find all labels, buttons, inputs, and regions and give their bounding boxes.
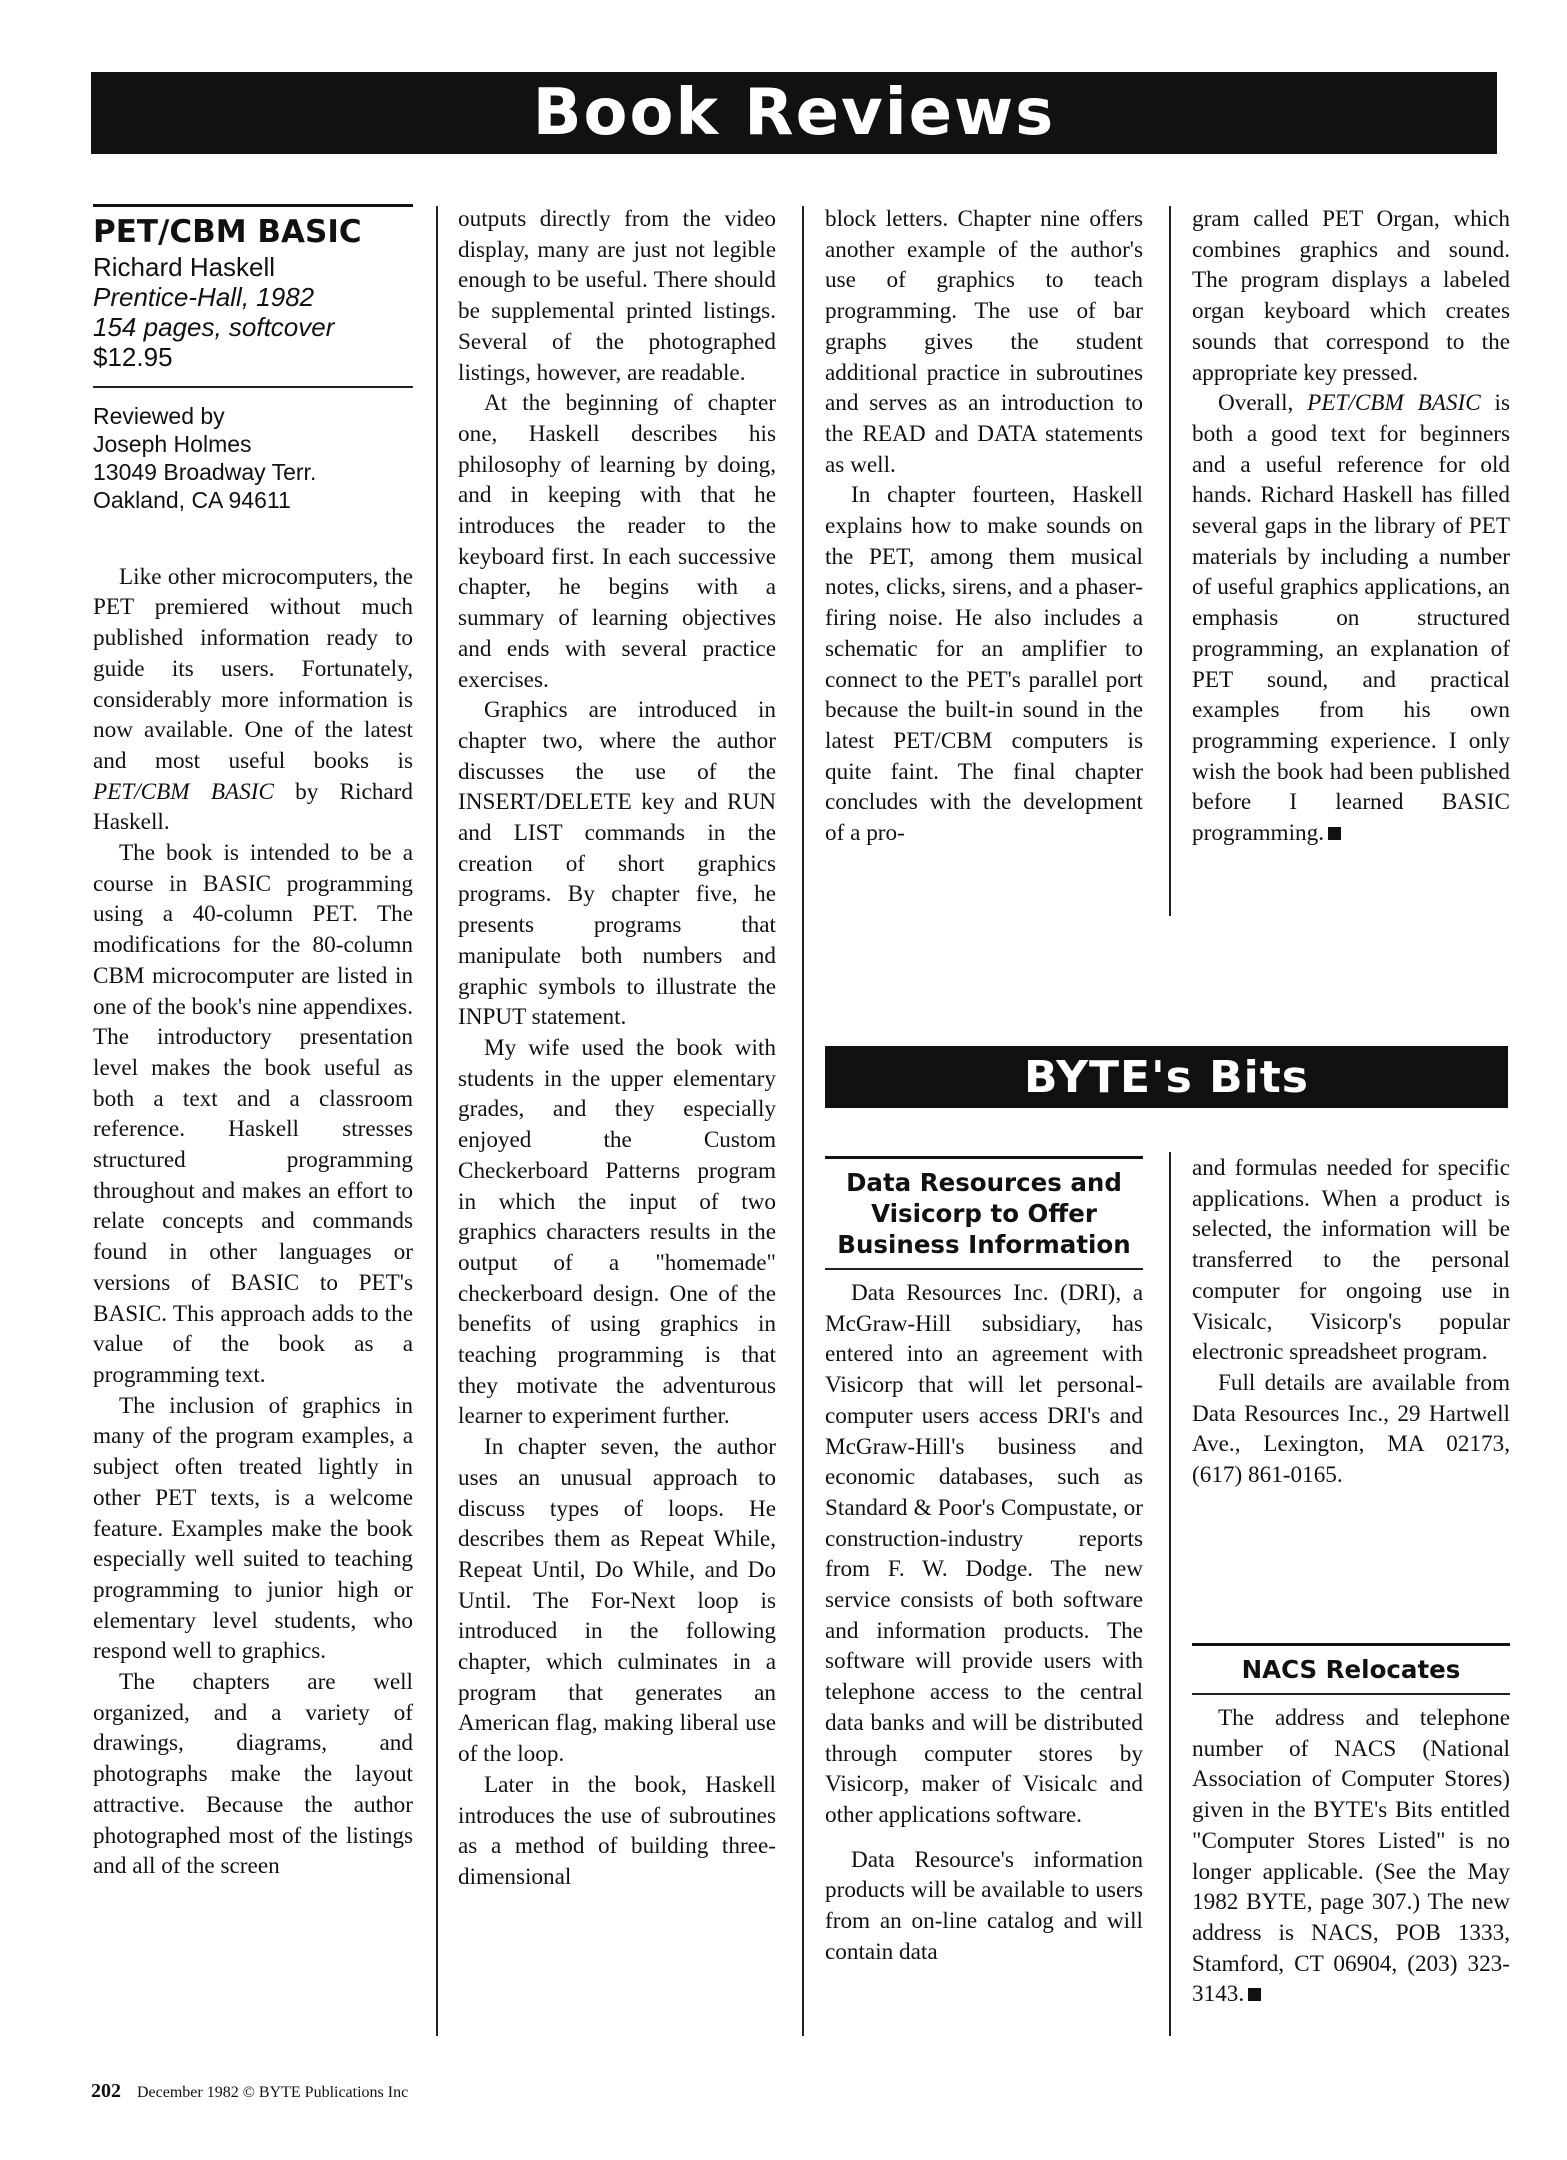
bits-paragraph: Full details are available from Data Resources Inc., 29 Hartwell Ave., Lexington, MA 02173, (617) 861-0165. xyxy=(1192,1369,1510,1489)
bits-paragraph: Data Resource's information products will be available to users from an on-line catalog and will contain data xyxy=(825,1846,1143,1965)
column-1 xyxy=(93,204,413,1882)
book-price: $12.95 xyxy=(93,341,173,372)
reviewer-city: Oakland, CA 94611 xyxy=(93,486,291,513)
column-divider xyxy=(436,206,438,2036)
rule xyxy=(1192,1693,1510,1695)
book-title: PET/CBM BASIC xyxy=(93,214,362,250)
review-paragraph: block letters. Chapter nine offers another example of the author's use of graphics to teach programming. The use of bar graphs gives the student additional practice in subroutines and serves as an introduction to the READ and DATA statements as well. xyxy=(825,206,1143,478)
book-publisher: Prentice-Hall, 1982 xyxy=(93,281,315,312)
book-author: Richard Haskell xyxy=(93,251,276,282)
bits-paragraph: The address and telephone number of NACS (National Association of Computer Stores) given in the BYTE's Bits entitled "Computer Stores Listed" is no longer applicable. (See the May 1982 BYTE, page 307.) The new address is NACS, POB 1333, Stamford, CT 06904, (203) 323-3143. xyxy=(1192,1705,1510,2008)
bits-item-nacs xyxy=(1192,1643,1510,2010)
review-paragraph: In chapter seven, the author uses an unusual approach to discuss types of loops. He describes them as Repeat While, Repeat Until, Do While, and Do Until. The For-Next loop is introduced in the following chapter, which culminates in a program that generates an American flag, making liberal use of the loop. xyxy=(458,1434,776,1768)
page-number: 202 xyxy=(91,2080,121,2102)
bits-banner xyxy=(825,1046,1508,1108)
review-paragraph: Later in the book, Haskell introduces the use of subroutines as a method of building three-dimensional xyxy=(458,1771,776,1890)
book-pages: 154 pages, softcover xyxy=(93,311,335,342)
bits-headline: Data Resources and Visicorp to Offer Business Information xyxy=(837,1168,1131,1259)
rule xyxy=(1192,1643,1510,1646)
column-divider xyxy=(802,206,804,2036)
column-3-top xyxy=(825,204,1143,849)
column-4-top xyxy=(1192,204,1510,849)
reviewer-street: 13049 Broadway Terr. xyxy=(93,458,317,485)
book-title-inline: PET/CBM BASIC xyxy=(1307,390,1481,417)
issue-line: December 1982 © BYTE Publications Inc xyxy=(137,2084,409,2101)
review-paragraph: Like other microcomputers, the PET premiered without much published information ready to guide its users. Fortunately, considerably more information is now available. One of the latest and most useful books is PET/CBM BASIC by Richard Haskell. xyxy=(93,563,413,836)
section-title: Book Reviews xyxy=(532,76,1056,150)
bits-paragraph: Data Resources Inc. (DRI), a McGraw-Hill subsidiary, has entered into an agreement with Visicorp that will let personal-computer users access DRI's and McGraw-Hill's business and economic databases, such as Standard & Poor's Compustate, or construction-industry reports from F. W. Dodge. The new service consists of both software and information products. The software will provide users with telephone access to the central data banks and will be distributed through computer stores by Visicorp, maker of Visicalc and other applications software. xyxy=(825,1280,1143,1828)
rule xyxy=(93,204,413,207)
bits-paragraph: and formulas needed for specific applications. When a product is selected, the information will be transferred to the personal computer for ongoing use in Visicalc, Visicorp's popular electronic spreadsheet program. xyxy=(1192,1155,1510,1366)
rule xyxy=(93,386,413,388)
bits-headline: NACS Relocates xyxy=(1241,1655,1461,1684)
review-paragraph: My wife used the book with students in the upper elementary grades, and they especially enjoyed the Custom Checkerboard Patterns program in which the input of two graphics characters results in the output of a "homemade" checkerboard design. One of the benefits of using graphics in teaching programming is that they motivate the adventurous learner to experiment further. xyxy=(458,1034,776,1430)
review-paragraph: The book is intended to be a course in BASIC programming using a 40-column PET. The modifications for the 80-column CBM microcomputer are listed in one of the book's nine appendixes. The introductory presentation level makes the book useful as both a text and a classroom reference. Haskell stresses structured programming throughout and makes an effort to relate concepts and commands found in other languages or versions of BASIC to PET's BASIC. This approach adds to the value of the book as a programming text. xyxy=(93,840,413,1388)
bits-item-data-resources xyxy=(825,1156,1143,1967)
review-paragraph: Overall, PET/CBM BASIC is both a good text for beginners and a useful reference for old hands. Richard Haskell has filled several gaps in the library of PET materials by including a number of useful graphics applications, an emphasis on structured programming, an explanation of PET sound, and practical examples from his own programming experience. I only wish the book had been published before I learned BASIC programming. xyxy=(1192,390,1510,847)
column-2 xyxy=(458,204,776,1893)
review-paragraph: outputs directly from the video display, many are just not legible enough to be useful. There should be supplemental printed listings. Several of the photographed listings, however, are readable. xyxy=(458,206,776,386)
review-paragraph: The inclusion of graphics in many of the program examples, a subject often treated lightly in other PET texts, is a welcome feature. Examples make the book especially well suited to teaching programming to junior high or elementary level students, who respond well to graphics. xyxy=(93,1392,413,1665)
book-info-box xyxy=(93,204,413,514)
end-mark-icon xyxy=(1328,827,1341,840)
review-paragraph: gram called PET Organ, which combines graphics and sound. The program displays a labeled organ keyboard which creates sounds that correspond to the appropriate key pressed. xyxy=(1192,206,1510,386)
rule xyxy=(825,1268,1143,1270)
rule xyxy=(825,1156,1143,1159)
end-mark-icon xyxy=(1248,1988,1261,2001)
column-divider xyxy=(1169,1152,1171,2036)
header-banner xyxy=(91,72,1497,154)
review-paragraph: At the beginning of chapter one, Haskell describes his philosophy of learning by doing, and in keeping with that he introduces the reader to the keyboard first. In each successive chapter, he begins with a summary of learning objectives and ends with several practice exercises. xyxy=(458,390,776,693)
review-paragraph: The chapters are well organized, and a variety of drawings, diagrams, and photographs make the layout attractive. Because the author photographed most of the listings and all of the screen xyxy=(93,1669,413,1880)
review-paragraph: Graphics are introduced in chapter two, where the author discusses the use of the INSERT/DELETE key and RUN and LIST commands in the creation of short graphics programs. By chapter five, he presents programs that manipulate both numbers and graphic symbols to illustrate the INPUT statement. xyxy=(458,697,776,1031)
reviewer-name: Joseph Holmes xyxy=(93,430,252,457)
reviewer-label: Reviewed by xyxy=(93,402,225,429)
review-paragraph: In chapter fourteen, Haskell explains how to make sounds on the PET, among them musical notes, clicks, sirens, and a phaser-firing noise. He also includes a schematic for an amplifier to connect to the PET's parallel port because the built-in sound in the latest PET/CBM computers is quite faint. The final chapter concludes with the development of a pro- xyxy=(825,482,1143,847)
page-footer xyxy=(91,2080,408,2103)
book-title-inline: PET/CBM BASIC xyxy=(93,778,274,805)
bits-item-data-resources-continued xyxy=(1192,1153,1510,1491)
column-divider xyxy=(1169,206,1171,916)
bits-title: BYTE's Bits xyxy=(1024,1051,1309,1103)
